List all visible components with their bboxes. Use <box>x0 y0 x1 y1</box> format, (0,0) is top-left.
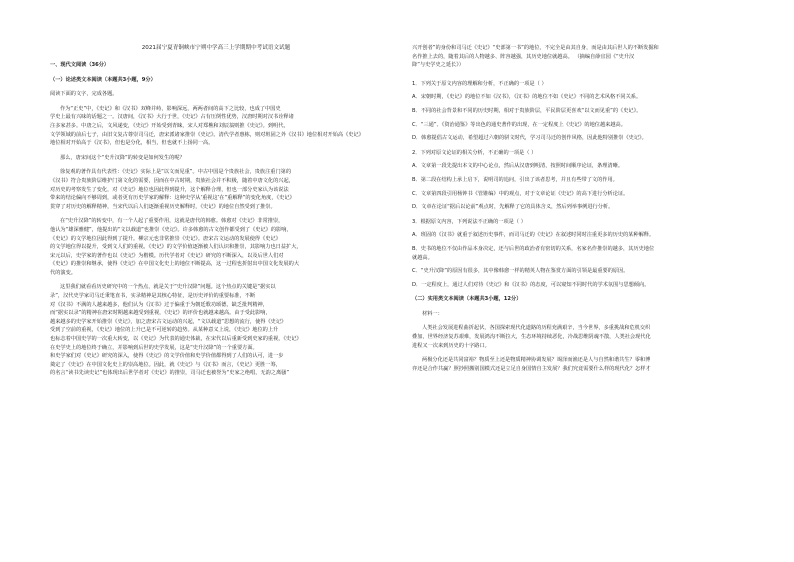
question-1-option-c: C．“三通”、《资治通鉴》等出色的通史著作的出现，在一定程度上《史记》的地位越来越高。 <box>412 121 626 128</box>
text-line: 奠定了《史记》在中国文化史上的崇高地位。因此，就《史记》与《汉书》而言，《史记》更胜一筹， <box>50 361 281 368</box>
text-line: 受到了空前的重视，《史记》地位的上升已是不可逆转的趋势。从某种意义上说，《史记》地位的上升 <box>50 327 279 334</box>
left-column <box>50 44 382 378</box>
page-title: 2021届宁夏青铜峡市宁朔中学高三上学期期中考试语文试题 <box>141 45 291 51</box>
text-line: 也标志着中国史学的一次重大转变，以《史记》为代表的通史体裁，在宋代以后重新受到史家的重视，《史记》 <box>50 336 302 343</box>
text-line: 人类社会发展进程曲折起伏，各国探索现代化道路的历程充满艰辛，当今世界，多重挑战和危机交织 <box>422 325 651 332</box>
text-line: 《史记》的推崇和继承，使得《史记》在中国文化史上的地位不断提高，这一过程也折射出中国文化发展的大 <box>50 261 300 268</box>
text-line: 代的演变。 <box>50 269 76 276</box>
text-line: 越来越多的史学家开始推崇《史记》，加之唐宋古文运动的兴起，“文以载道”思想的流行，使得《史记》 <box>50 318 287 325</box>
question-3-option-b: B．史书的地位不仅由作品本身决定，还与后世的政治者有密切的关系，名家名作推崇的越多，其历史地位 <box>412 245 655 252</box>
text-line: 注多家甚多。中唐之后，文风递变，《史记》开始受到青睐，宋人对郑樵和刘辰翁则推《史记》。到明代， <box>50 122 289 129</box>
text-line: 文学领域的前后七子，由旧文复古尊崇司马迁，唐宋派诸家推崇《史记》。清代学者惠栋，则对班固之外《汉书》地位相对开始高《史记》 <box>50 131 364 138</box>
text-line: 兴开创者”的身份和司马迁《史记》“史部第一书”的地位，不完全是由其自身，而是由其后世人的不断发掘和 <box>412 45 659 51</box>
text-line: 这里我们就看看历史研究中的一个热点，就是关于“史升汉降”问题。这个热点的关键是“据实以 <box>60 284 276 291</box>
text-line: 名作推上去的，随着其后的人物越多、阵容越强，其历史地位就越高。 （摘编自薛宜园《“史升汉 <box>412 53 635 60</box>
text-line: 贯穿了对历史的解释精神，当宋代以后人们逐渐重视历史解释时，《史记》的地位自然受到了推崇。 <box>50 203 276 210</box>
text-line: 在“史升汉降”的转变中，有一个人起了重要作用，这就是唐代的韩愈。韩愈对《史记》非常推崇， <box>60 218 284 225</box>
paragraph-3 <box>50 168 382 211</box>
question-2-option-c: C．文章第四段引用杨钟书《管锥编》中的观点，对于文章论证《史记》的高下进行分析论证。 <box>412 190 629 197</box>
question-3-option-d: D．一定程度上，通过人们对待《史记》和《汉书》的态度，可以窥知不同时代的学术氛围与思想倾向。 <box>412 281 650 288</box>
question-2-option-d: D．文章在论证“据后以论前”观点时，先解释了它的具体含义，然后列举事例进行分析。 <box>412 204 614 211</box>
subsection-heading-2: （二）实用类文本阅读（本题共3小题，12分） <box>412 296 522 303</box>
material-label: 材料一： <box>422 310 443 317</box>
text-line: 两极分化还是共同富裕？物质至上还是物质精神协调发展？竭泽而渔还是人与自然和谐共生？零和博 <box>422 357 651 364</box>
text-line: 在史学史上的地位终于确立，并影响到后世的史学发展，这是“史升汉降”的一个重要方面。 <box>50 344 258 351</box>
question-1: 1．下列关于原文内容的理解和分析，不正确的一项是（ ） <box>412 80 547 87</box>
paragraph-1 <box>50 105 382 148</box>
question-2-option-a: A．文章第一段先提出本文的中心论点，然后从汉唐到明清，按照时间顺序论证，条理清晰。 <box>412 163 624 170</box>
text-line: 弈还是合作共赢？照抄照搬别国模式还是立足自身国情自主发展？我们究竟需要什么样的现代化？怎样才 <box>412 365 651 372</box>
material-paragraph-1 <box>412 324 744 350</box>
question-3-option-b-cont: 就越高。 <box>412 254 433 261</box>
text-line: 的名言“读书先读史记”也体现出后世学者对《史记》的推崇，司马迁也被誉为“史家之绝唱，无韵之离骚” <box>50 370 290 377</box>
question-3: 3．根据原文内容，下列说法不正确的一项是（ ） <box>412 218 526 225</box>
question-3-option-a: A．班固的《汉书》就重于叙述历史事件，而司马迁的《史记》在叙述时同时注重更多的历史的某种解释。 <box>412 232 655 239</box>
text-line: 宋元以后，史学家的著作也以《史记》为楷模。历代学者对《史记》研究的不断深入，以及后世人们对 <box>50 252 284 259</box>
continued-paragraph <box>412 44 744 70</box>
text-line: 地位相对开始高于《汉书》，但也是分化，相当，但也就不上扬同一高。 <box>50 140 214 147</box>
question-1-option-d: D．韩愈提倡古文运动，希望超过六朝的骈文时代，学习司马迁的创作风格，因此他特别推崇《史记》。 <box>412 135 647 142</box>
text-line: 降”与史学史之延长》） <box>412 62 464 69</box>
paragraph-2: 那么，唐宋间这个“史升汉降”的转变是如何发生的呢？ <box>60 154 185 161</box>
question-2: 2．下列对原文论证的相关分析，不正确的一项是（ ） <box>412 149 537 156</box>
question-1-option-b: B．不同的社会背景和不同的历史时期，相对于贵族阶层，平民阶层更喜欢“以文而见重”的《史记》。 <box>412 107 642 114</box>
subsection-heading: （一）论述类文本阅读（本题共3小题，9分） <box>50 76 156 83</box>
text-line: 录”，汉代史学家司马迁秉笔直书，实录精神是其核心特征，是历史评价的重要标准，不断 <box>50 293 256 300</box>
text-line: 叠加，世界经济复苏艰难，发展鸿沟不断拉大，生态环境持续恶化，冷战思维阴魂不散，人类社会现代化 <box>412 334 651 341</box>
text-line: 《史记》的文学地位因此得到了提升。柳宗元也非常推崇《史记》。唐宋古文运动的发展使得《史记》 <box>50 235 281 242</box>
question-1-option-a: A．宋朝时期，《史记》的地位不如《汉书》，《汉书》的地位不如《史记》不同的艺术风格不同关系。 <box>412 94 642 101</box>
text-line: 他认为“雄深雅健”，他提出的“文以载道”也推崇《史记》。许多韩愈的古文创作都受到了《史记》的影响， <box>50 226 292 233</box>
text-line: 《汉书》符合贵族阶层维护门第文化的需要，因而在中古时期，贵族社会并不积极，随着中唐文化的兴起， <box>50 177 294 184</box>
paragraph-5 <box>50 283 382 378</box>
material-paragraph-2 <box>412 356 744 373</box>
text-line: 对历史的考察发生了变化，对《史记》地位也因此得到提升，这个解释合理，但也一部分史家认为该说法 <box>50 186 289 193</box>
text-line: 作为“正史”中，《史记》和《汉书》双峰并峙，影响深远，两两者间的高下之比较，也成了中国史 <box>60 105 281 112</box>
question-2-option-b: B．第二段在结构上承上启下，说明司的追问，引出了该者思考，并且有些带了文的作用。 <box>412 176 618 183</box>
section-heading: 一、现代文阅读（36分） <box>50 62 110 68</box>
question-3-option-c: C．“史升汉降”的原因有很多，其中像韩愈一样的精英人物在鉴赏方面的引领是最重要的原因。 <box>412 268 629 275</box>
instruction-text: 阅读下面的文字，完成各题。 <box>50 91 118 98</box>
text-line: 进程又一次来到历史的十字路口。 <box>412 342 490 349</box>
text-line: 徐复观的著作具有代表性：《史记》实际上是“以文而见重”。中古中国是个贵族社会，贵族注重门第的 <box>60 169 292 176</box>
right-column <box>412 44 744 373</box>
text-line: 的文学地位得以提升，受到文人们的重视。《史记》的文学价值逐渐被人们认识和推崇，其影响力也日益扩大， <box>50 244 302 251</box>
text-line: 对《汉书》不满的人越来越多，他们认为《汉书》过于偏重于为朝廷歌功颂德，缺乏批判精神， <box>50 301 268 308</box>
text-line: 学史上最有兴味的话题之一。汉唐间，《汉书》大行于世，《史记》占有压倒性优势，汉唐时期对汉书诠释诸 <box>50 114 294 121</box>
text-line: 带来的结论偏向不够周到，或者更有历史学家的解释：这种史学从‘重视这’在“重解释”的变化角度，《史记》 <box>50 195 295 202</box>
paragraph-4 <box>50 217 382 277</box>
text-line: 和史学家们对《史记》研究的深入，使得《史记》的文学价值和史学价值都得到了人们的认可，进一步 <box>50 353 284 360</box>
text-line: 而“据实以录”的精神在唐宋时期越来越受到重视，《史记》的评价也就越来越高。由于受此影响， <box>50 310 271 317</box>
